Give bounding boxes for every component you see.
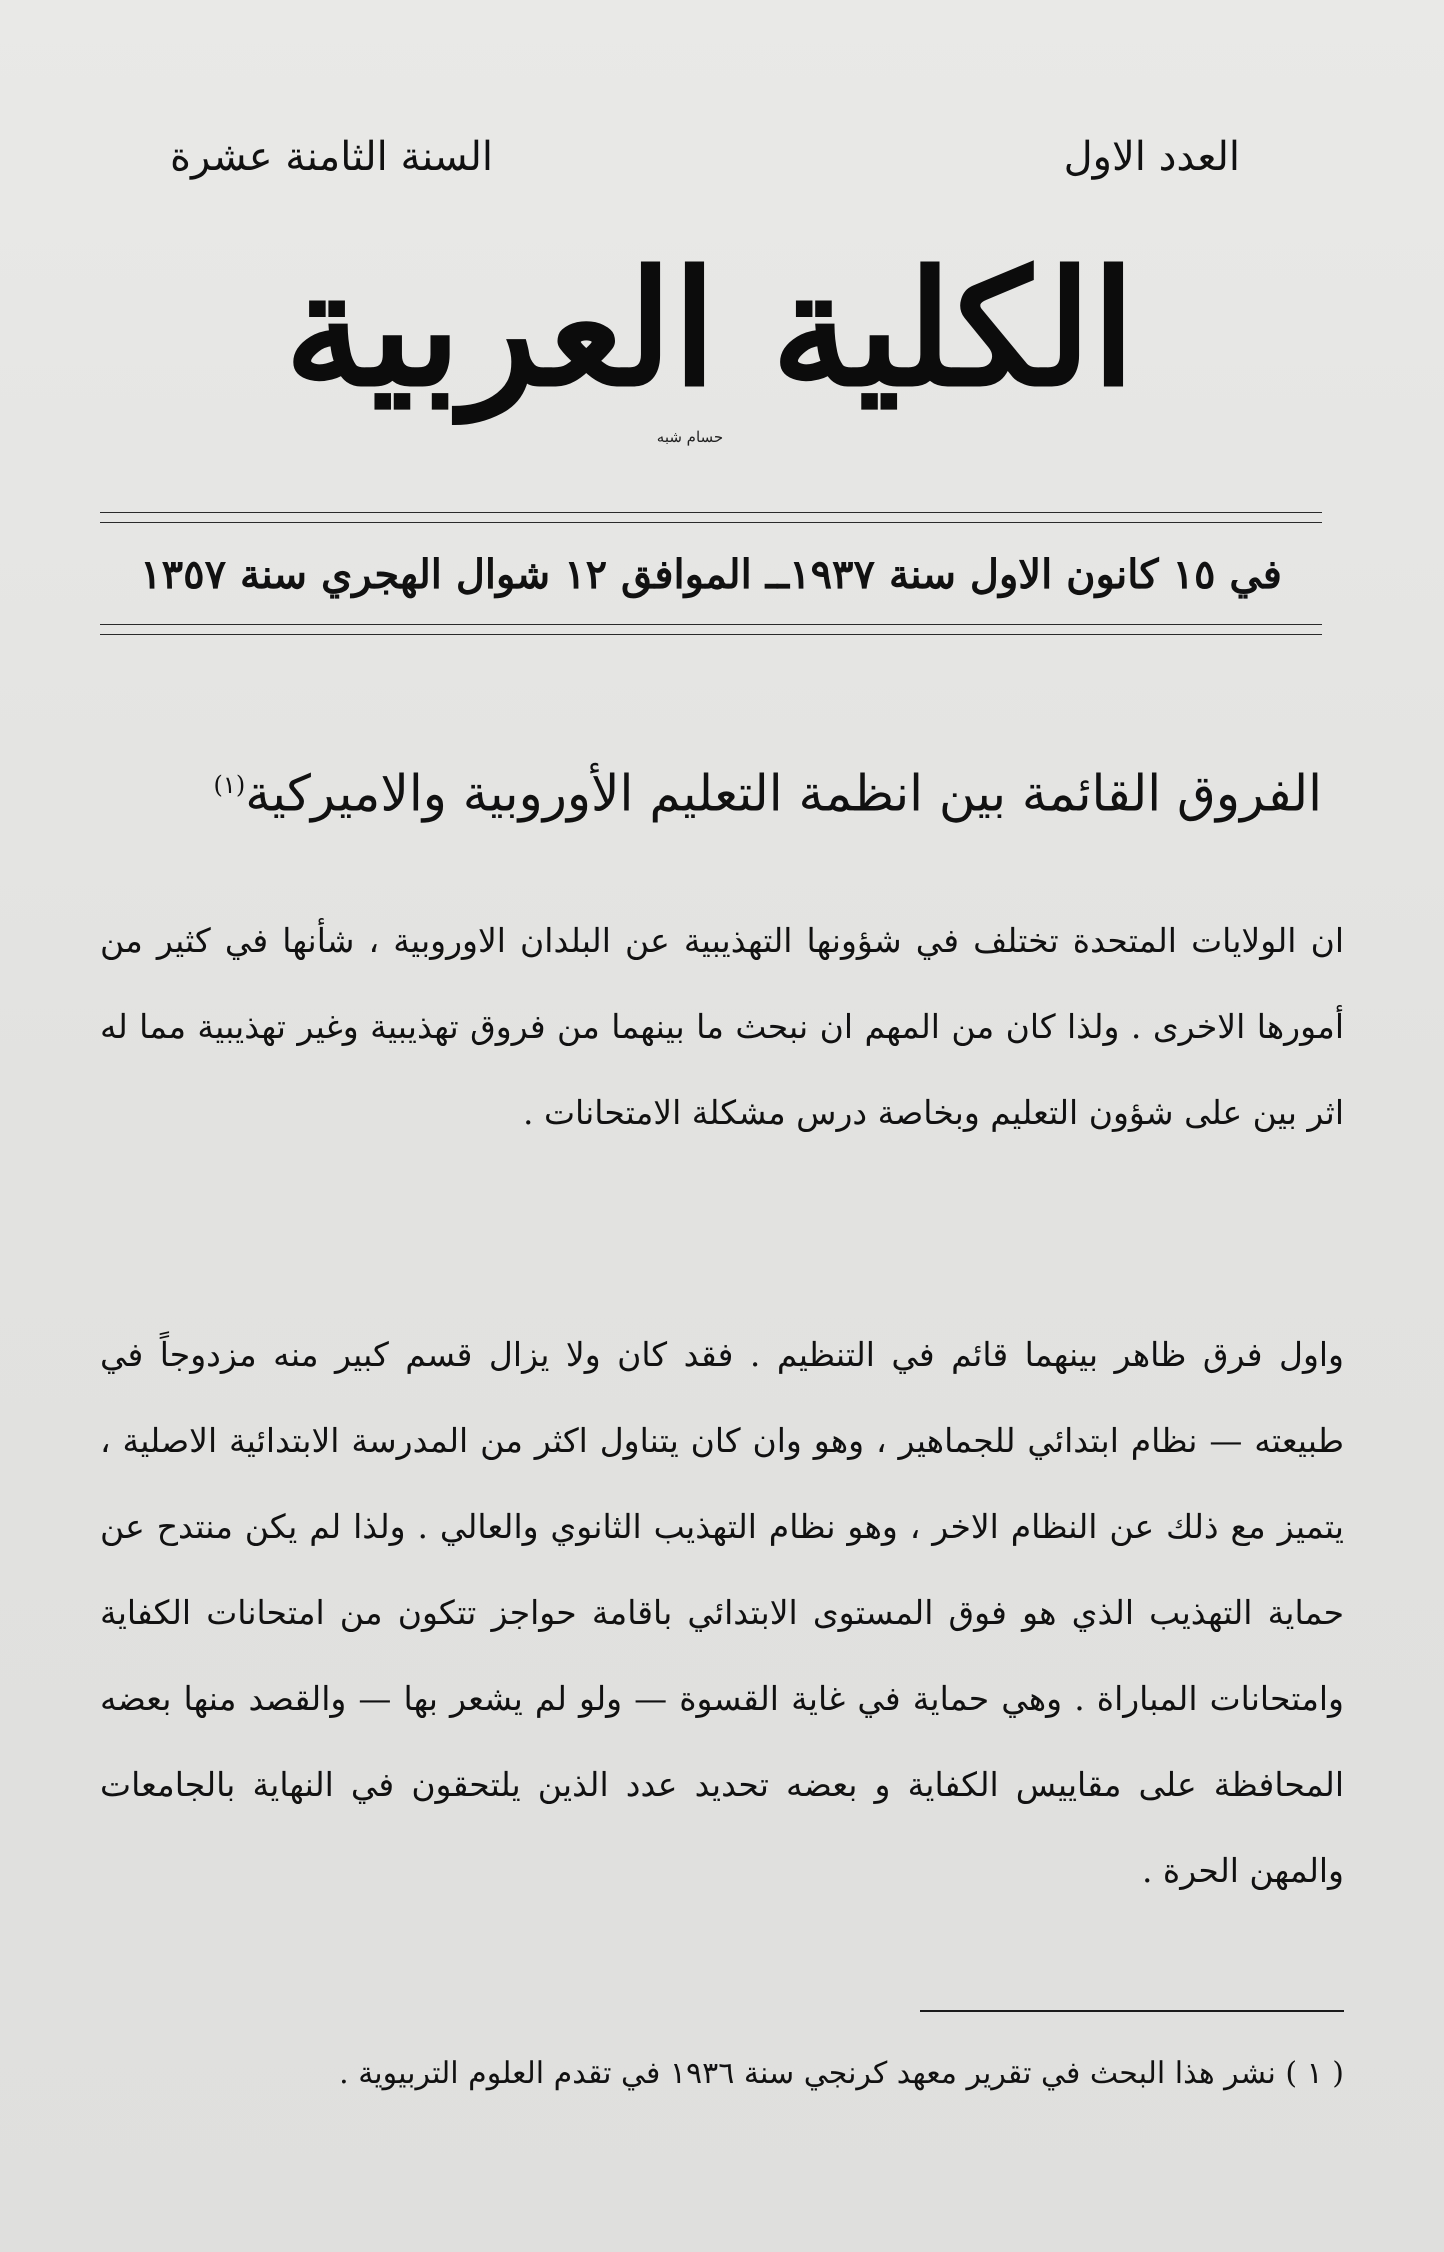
volume-year: السنة الثامنة عشرة [170, 134, 494, 180]
footnote-marker: (١) [213, 771, 246, 799]
rule-top-1 [100, 512, 1322, 513]
issue-number: العدد الاول [1063, 134, 1240, 180]
paragraph-2: واول فرق ظاهر بينهما قائم في التنظيم . فقد كان ولا يزال قسم كبير منه مزدوجاً في طبيعته — نظام ابتدائي للجماهير ، وهو وان كان يتناول اكثر من المدرسة الابتدائية الاصلية ، يتميز مع ذلك عن النظام الاخر ، وهو نظام التهذيب الثانوي والعالي . ولذا لم يكن منتدح عن حماية التهذيب الذي هو فوق المستوى الابتدائي باقامة حواجز تتكون من امتحانات الكفاية وامتحانات المباراة . وهي حماية في غاية القسوة — ولو لم يشعر بها — والقصد منها بعضه المحافظة على مقاييس الكفاية و بعضه تحديد عدد الذين يلتحقون في النهاية بالجامعات والمهن الحرة . [100, 1335, 1344, 1890]
rule-bottom-2 [100, 634, 1322, 635]
date-line: في ١٥ كانون الاول سنة ١٩٣٧ــ الموافق ١٢ شوال الهجري سنة ١٣٥٧ [140, 551, 1282, 598]
footnote: ( ١ ) نشر هذا البحث في تقرير معهد كرنجي سنة ١٩٣٦ في تقدم العلوم التربيوية . [339, 2056, 1344, 2091]
article-title-text: الفروق القائمة بين انظمة التعليم الأوروبية والاميركية [245, 764, 1322, 823]
article-title [100, 740, 1322, 830]
header-top-row [170, 122, 1240, 192]
footnote-rule [920, 2010, 1344, 2012]
rule-bottom-1 [100, 624, 1322, 625]
masthead-title: الكلية العربية [284, 237, 1136, 422]
masthead-signature: حسام شبه [656, 428, 724, 446]
paragraph-1: ان الولايات المتحدة تختلف في شؤونها التهذيبية عن البلدان الاوروبية ، شأنها في كثير من أمورها الاخرى . ولذا كان من المهم ان نبحث ما بينهما من فروق تهذيبية وغير تهذيبية مما له اثر بين على شؤون التعليم وبخاصة درس مشكلة الامتحانات . [100, 921, 1344, 1132]
rule-top-2 [100, 522, 1322, 523]
